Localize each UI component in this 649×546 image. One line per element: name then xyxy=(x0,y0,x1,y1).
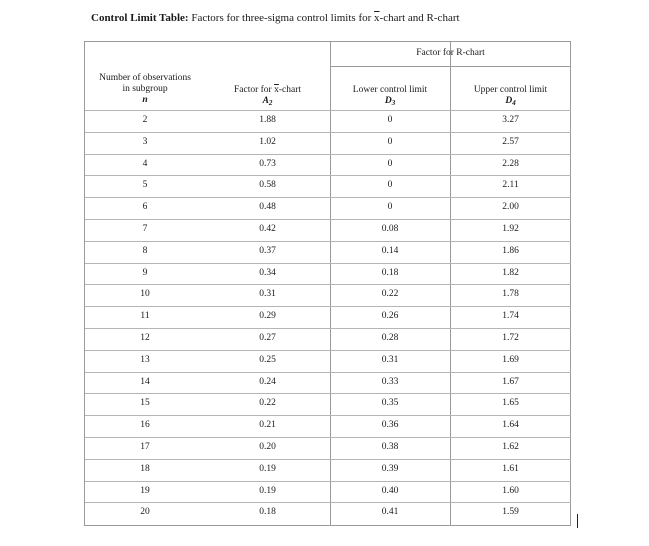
row-divider xyxy=(85,284,571,285)
cell-a2: 0.19 xyxy=(259,485,276,496)
cell-n: 6 xyxy=(142,202,148,213)
cell-a2: 0.34 xyxy=(259,267,276,278)
header-d4 xyxy=(450,85,571,109)
cell-d4: 1.59 xyxy=(502,507,519,518)
cell-a2: 1.88 xyxy=(259,115,276,125)
cell-a2: 0.31 xyxy=(259,289,276,300)
cell-n: 14 xyxy=(140,376,150,387)
header-a2-sub: 2 xyxy=(268,99,273,107)
cell-d4: 1.64 xyxy=(502,420,519,431)
cell-d4: 1.69 xyxy=(502,354,519,365)
cell-d3: 0.28 xyxy=(381,333,399,343)
header-a2-suffix: -chart xyxy=(278,85,301,95)
cell-d3: 0.40 xyxy=(381,485,399,496)
row-divider xyxy=(85,154,571,155)
header-d4-sub: 4 xyxy=(512,99,516,107)
row-divider xyxy=(85,481,571,482)
cell-d3: 0.14 xyxy=(381,245,399,256)
cell-n: 12 xyxy=(140,333,150,343)
row-divider xyxy=(85,175,571,176)
cell-a2: 0.22 xyxy=(259,398,276,409)
cell-a2: 0.29 xyxy=(259,311,276,322)
row-divider xyxy=(85,372,571,373)
cell-d3: 0.39 xyxy=(381,463,399,474)
cell-d3: 0 xyxy=(387,180,393,191)
header-d3 xyxy=(330,85,450,109)
cell-n: 17 xyxy=(140,442,150,452)
cell-n: 18 xyxy=(140,463,150,474)
cell-n: 13 xyxy=(140,354,150,365)
cell-a2: 0.27 xyxy=(259,333,276,343)
cell-d3: 0 xyxy=(387,136,393,147)
cell-d4: 2.00 xyxy=(502,202,519,213)
cell-n: 16 xyxy=(140,420,150,431)
title-xbar: $\overline{x}$ xyxy=(374,12,380,24)
cell-a2: 0.20 xyxy=(259,442,276,452)
cell-n: 10 xyxy=(140,289,150,300)
cell-d3: 0.38 xyxy=(381,442,399,452)
cell-a2: 0.42 xyxy=(259,224,276,234)
text-cursor xyxy=(577,514,578,528)
cell-n: 2 xyxy=(142,115,148,125)
header-n xyxy=(85,73,205,106)
cell-d4: 2.57 xyxy=(502,136,519,147)
cell-a2: 0.25 xyxy=(259,354,276,365)
cell-n: 3 xyxy=(142,136,148,147)
title-text: Factors for three-sigma control limits for xyxy=(191,12,375,24)
cell-a2: 0.37 xyxy=(259,245,276,256)
row-divider xyxy=(85,263,571,264)
header-lcl-label: Lower control limit xyxy=(352,85,428,95)
cell-a2: 0.21 xyxy=(259,420,276,431)
header-d3-symbol: D xyxy=(384,96,392,106)
cell-d4: 1.82 xyxy=(502,267,519,278)
cell-n: 7 xyxy=(142,224,148,234)
cell-d4: 1.78 xyxy=(502,289,519,300)
cell-d3: 0.08 xyxy=(381,224,399,234)
row-divider xyxy=(85,415,571,416)
cell-a2: 0.18 xyxy=(259,507,276,518)
header-a2 xyxy=(205,85,330,109)
row-divider xyxy=(85,132,571,133)
row-divider xyxy=(85,241,571,242)
cell-d4: 1.65 xyxy=(502,398,519,409)
header-a2-xbar: $\overline{x}$ xyxy=(274,85,279,95)
title-bold: Control Limit Table: xyxy=(91,12,189,24)
row-divider xyxy=(85,350,571,351)
row-divider xyxy=(85,393,571,394)
control-limit-table xyxy=(84,41,571,526)
cell-n: 5 xyxy=(142,180,148,191)
cell-a2: 0.48 xyxy=(259,202,276,213)
row-divider xyxy=(85,219,571,220)
cell-n: 11 xyxy=(140,311,150,322)
cell-n: 15 xyxy=(140,398,150,409)
cell-d3: 0.18 xyxy=(381,267,399,278)
header-d4-symbol: D xyxy=(505,96,513,106)
cell-d3: 0 xyxy=(387,115,393,125)
cell-d4: 1.86 xyxy=(502,245,519,256)
cell-d4: 1.92 xyxy=(502,224,519,234)
row-divider xyxy=(85,197,571,198)
cell-d4: 1.62 xyxy=(502,442,519,452)
cell-a2: 0.24 xyxy=(259,376,276,387)
cell-n: 19 xyxy=(140,485,150,496)
cell-a2: 1.02 xyxy=(259,136,276,147)
table-title xyxy=(91,12,460,24)
row-divider xyxy=(85,459,571,460)
cell-d3: 0.35 xyxy=(381,398,399,409)
cell-d4: 1.60 xyxy=(502,485,519,496)
cell-d3: 0.41 xyxy=(381,507,399,518)
row-divider xyxy=(85,437,571,438)
cell-a2: 0.19 xyxy=(259,463,276,474)
cell-n: 20 xyxy=(140,507,150,518)
header-a2-prefix: Factor for xyxy=(233,85,275,95)
header-r-chart-group: Factor for R-chart xyxy=(416,48,485,58)
cell-d4: 1.74 xyxy=(502,311,519,322)
header-n-symbol: n xyxy=(142,95,148,105)
cell-a2: 0.73 xyxy=(259,158,276,169)
cell-n: 4 xyxy=(142,158,148,169)
row-divider xyxy=(85,306,571,307)
cell-a2: 0.58 xyxy=(259,180,276,191)
cell-d3: 0.31 xyxy=(381,354,399,365)
cell-d3: 0.22 xyxy=(381,289,399,300)
row-divider xyxy=(85,502,571,503)
cell-d3: 0.26 xyxy=(381,311,399,322)
cell-d3: 0.33 xyxy=(381,376,399,387)
row-divider xyxy=(85,110,571,111)
cell-n: 8 xyxy=(142,245,148,256)
cell-d4: 1.72 xyxy=(502,333,519,343)
header-d3-sub: 3 xyxy=(391,99,396,107)
cell-d4: 2.11 xyxy=(502,180,519,191)
cell-d3: 0 xyxy=(387,202,393,213)
cell-d4: 2.28 xyxy=(502,158,519,169)
cell-d4: 1.67 xyxy=(502,376,519,387)
cell-d3: 0 xyxy=(387,158,393,169)
cell-d4: 1.61 xyxy=(502,463,519,474)
cell-n: 9 xyxy=(142,267,148,278)
cell-d4: 3.27 xyxy=(502,115,519,125)
cell-d3: 0.36 xyxy=(381,420,399,431)
title-text-after: -chart and R-chart xyxy=(379,12,460,24)
header-a2-symbol: A xyxy=(262,96,269,106)
group-divider xyxy=(330,66,571,67)
row-divider xyxy=(85,328,571,329)
header-ucl-label: Upper control limit xyxy=(473,85,548,95)
header-n-line2: in subgroup xyxy=(122,84,168,94)
header-n-line1: Number of observations xyxy=(99,73,191,83)
